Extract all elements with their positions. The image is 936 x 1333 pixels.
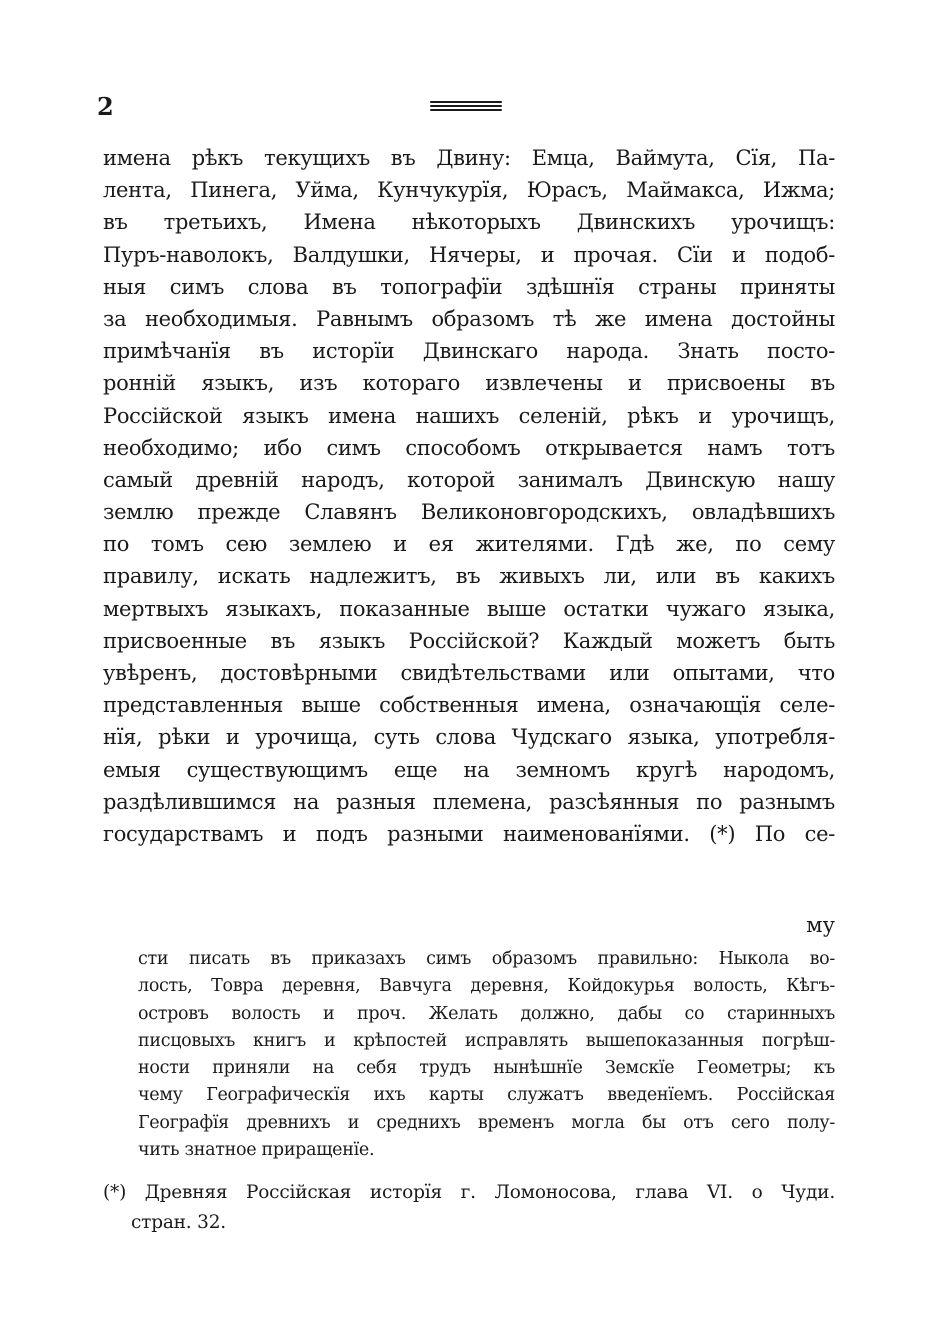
- footnote-line: (*) Древняя Россійская исторїя г. Ломоносова, глава VI. о Чуди.: [103, 1182, 835, 1203]
- text-line: увѣренъ, достовѣрными свидѣтельствами или опытами, что: [103, 661, 835, 685]
- note-line: сти писать въ приказахъ симъ образомъ правильно: Ныкола во-: [138, 949, 835, 969]
- note-line: лость, Товра деревня, Вавчуга деревня, Койдокурья волость, Кѣгъ-: [138, 976, 835, 997]
- text-line: нїя, рѣки и урочища, суть слова Чудскаго языка, употребля-: [103, 725, 835, 750]
- page-number: 2: [97, 92, 114, 121]
- text-line: ронній языкъ, изъ котораго извлечены и присвоены въ: [103, 371, 835, 396]
- note-line: чему Географическїя ихъ карты служатъ введенїемъ. Россійская: [138, 1085, 835, 1106]
- text-line: правилу, искать надлежитъ, въ живыхъ ли, или въ какихъ: [103, 564, 835, 589]
- note-line: ности приняли на себя трудъ нынѣшнїе Земскїе Геометры; къ: [138, 1058, 835, 1079]
- text-line: необходимо; ибо симъ способомъ открывается намъ тотъ: [103, 435, 835, 460]
- text-line: имена рѣкъ текущихъ въ Двину: Емца, Ваймута, Сїя, Па-: [103, 146, 835, 170]
- text-line: представленныя выше собственныя имена, означающїя селе-: [103, 693, 835, 718]
- note-line: чить знатное приращенїе.: [138, 1140, 375, 1161]
- note-line: Географїя древнихъ и среднихъ временъ могла бы отъ сего полу-: [138, 1112, 835, 1133]
- text-line: по томъ сею землею и ея жителями. Гдѣ же, по сему: [103, 532, 835, 557]
- text-line: Россійской языкъ имена нашихъ селеній, рѣкъ и урочищъ,: [103, 403, 835, 428]
- text-line: самый древній народъ, которой занималъ Двинскую нашу: [103, 467, 835, 492]
- text-line: мертвыхъ языкахъ, показанные выше остатки чужаго языка,: [103, 596, 835, 621]
- text-line: ныя симъ слова въ топографїи здѣшнїя страны приняты: [103, 274, 835, 299]
- text-line: за необходимыя. Равнымъ образомъ тѣ же имена достойны: [103, 306, 835, 331]
- text-line: Пуръ-наволокъ, Валдушки, Нячеры, и прочая. Сїи и подоб-: [103, 242, 835, 267]
- text-line: присвоенные въ языкъ Россійской? Каждый можетъ быть: [103, 628, 835, 653]
- text-line: раздѣлившимся на разныя племена, разсѣянныя по разнымъ: [103, 789, 835, 814]
- main-text: [103, 142, 835, 850]
- text-line: емыя существующимъ еще на земномъ кругѣ народомъ,: [103, 757, 835, 782]
- header-ornament-rule: [430, 101, 502, 111]
- note-line: островъ волость и проч. Желать должно, дабы со старинныхъ: [138, 1003, 835, 1024]
- text-line: лента, Пинега, Уйма, Кунчукурїя, Юрасъ, Маймакса, Ижма;: [103, 178, 835, 203]
- note-continuation: [138, 946, 835, 1164]
- text-line: въ третьихъ, Имена нѣкоторыхъ Двинскихъ урочищъ:: [103, 210, 835, 235]
- text-line: государствамъ и подъ разными наименованїями. (*) По се-: [103, 821, 835, 846]
- footnote-line: стран. 32.: [131, 1212, 226, 1233]
- text-line: примѣчанїя въ исторїи Двинскаго народа. Знать посто-: [103, 339, 835, 364]
- note-line: писцовыхъ книгъ и крѣпостей исправлять вышепоказанныя погрѣш-: [138, 1030, 835, 1051]
- footnote: [103, 1178, 835, 1238]
- catchword: му: [806, 913, 835, 937]
- text-line: землю прежде Славянъ Великоновгородскихъ, овладѣвшихъ: [103, 500, 835, 525]
